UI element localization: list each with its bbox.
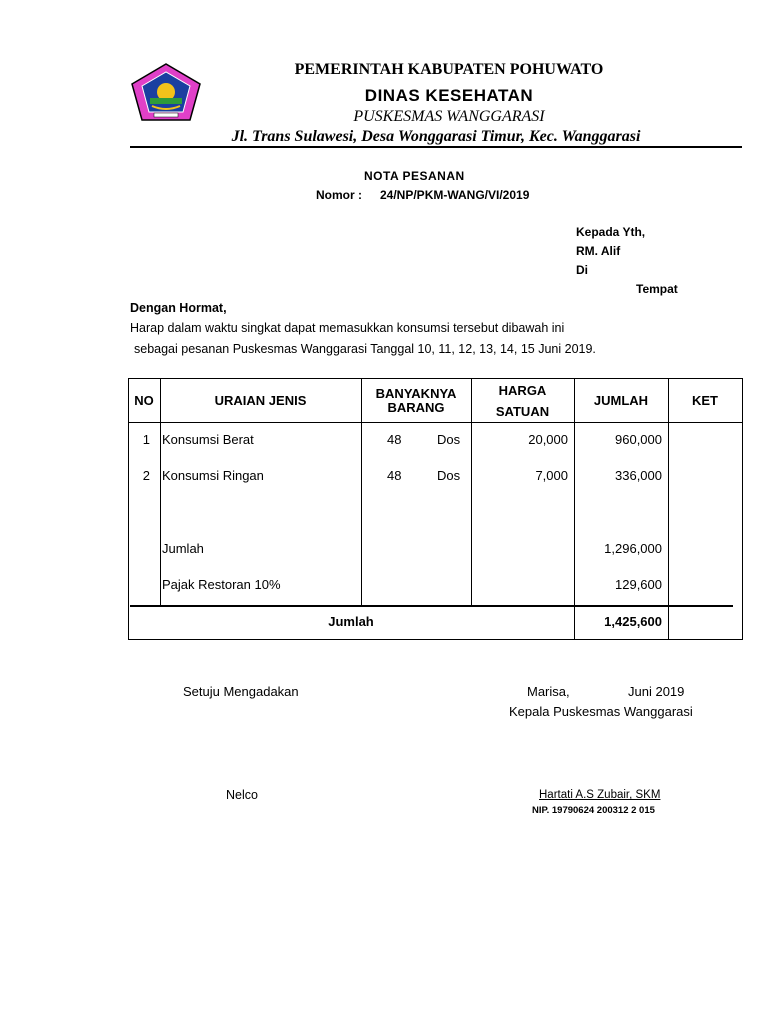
col-header-no: NO: [134, 393, 154, 408]
doc-title: NOTA PESANAN: [364, 169, 465, 183]
row-unit: Dos: [437, 468, 461, 483]
sign-place: Marisa,: [527, 684, 570, 699]
row-total: 960,000: [615, 432, 662, 447]
dept-name: DINAS KESEHATAN: [364, 86, 534, 105]
greeting: Dengan Hormat,: [130, 301, 227, 315]
row-item: Konsumsi Berat: [162, 432, 254, 447]
tax-label: Pajak Restoran 10%: [162, 577, 281, 592]
sign-date: Juni 2019: [628, 684, 685, 699]
row-no: 1: [142, 432, 150, 447]
subtotal-label: Jumlah: [162, 541, 204, 556]
right-sign-nip: NIP. 19790624 200312 2 015: [532, 805, 655, 816]
row-no: 2: [142, 468, 150, 483]
row-qty: 48: [387, 468, 402, 483]
row-price: 20,000: [528, 432, 568, 447]
subtotal-value: 1,296,000: [604, 541, 662, 556]
col-header-banyaknya: BANYAKNYA: [375, 386, 457, 401]
body-paragraph-2: sebagai pesanan Puskesmas Wanggarasi Tanggal 10, 11, 12, 13, 14, 15 Juni 2019.: [134, 342, 596, 356]
body-paragraph-1: Harap dalam waktu singkat dapat memasukkan konsumsi tersebut dibawah ini: [130, 321, 565, 335]
recipient-line-3: Di: [576, 263, 588, 277]
address: Jl. Trans Sulawesi, Desa Wonggarasi Timur, Kec. Wanggarasi: [231, 128, 641, 145]
doc-number-label: Nomor :: [316, 188, 362, 202]
grand-total-value: 1,425,600: [604, 614, 662, 629]
col-header-jumlah: JUMLAH: [593, 393, 649, 408]
row-total: 336,000: [615, 468, 662, 483]
col-header-uraian: URAIAN JENIS: [214, 393, 307, 408]
col-header-barang: BARANG: [387, 400, 445, 415]
col-header-harga: HARGA: [498, 383, 547, 398]
col-header-ket: KET: [692, 393, 718, 408]
row-price: 7,000: [535, 468, 568, 483]
row-item: Konsumsi Ringan: [162, 468, 264, 483]
unit-name: PUSKESMAS WANGGARASI: [353, 108, 545, 125]
recipient-line-4: Tempat: [636, 282, 678, 296]
recipient-line-1: Kepada Yth,: [576, 225, 646, 239]
grand-total-label: Jumlah: [328, 614, 374, 629]
left-sign-title: Setuju Mengadakan: [183, 684, 299, 699]
doc-number: 24/NP/PKM-WANG/VI/2019: [380, 188, 530, 202]
right-sign-name: Hartati A.S Zubair, SKM: [539, 789, 661, 801]
gov-name: PEMERINTAH KABUPATEN POHUWATO: [294, 61, 604, 78]
right-sign-title: Kepala Puskesmas Wanggarasi: [509, 704, 693, 719]
row-unit: Dos: [437, 432, 461, 447]
header-rule: [130, 146, 742, 148]
tax-value: 129,600: [615, 577, 662, 592]
col-header-satuan: SATUAN: [495, 404, 550, 419]
left-sign-name: Nelco: [226, 788, 258, 802]
recipient-line-2: RM. Alif: [576, 244, 621, 258]
row-qty: 48: [387, 432, 402, 447]
